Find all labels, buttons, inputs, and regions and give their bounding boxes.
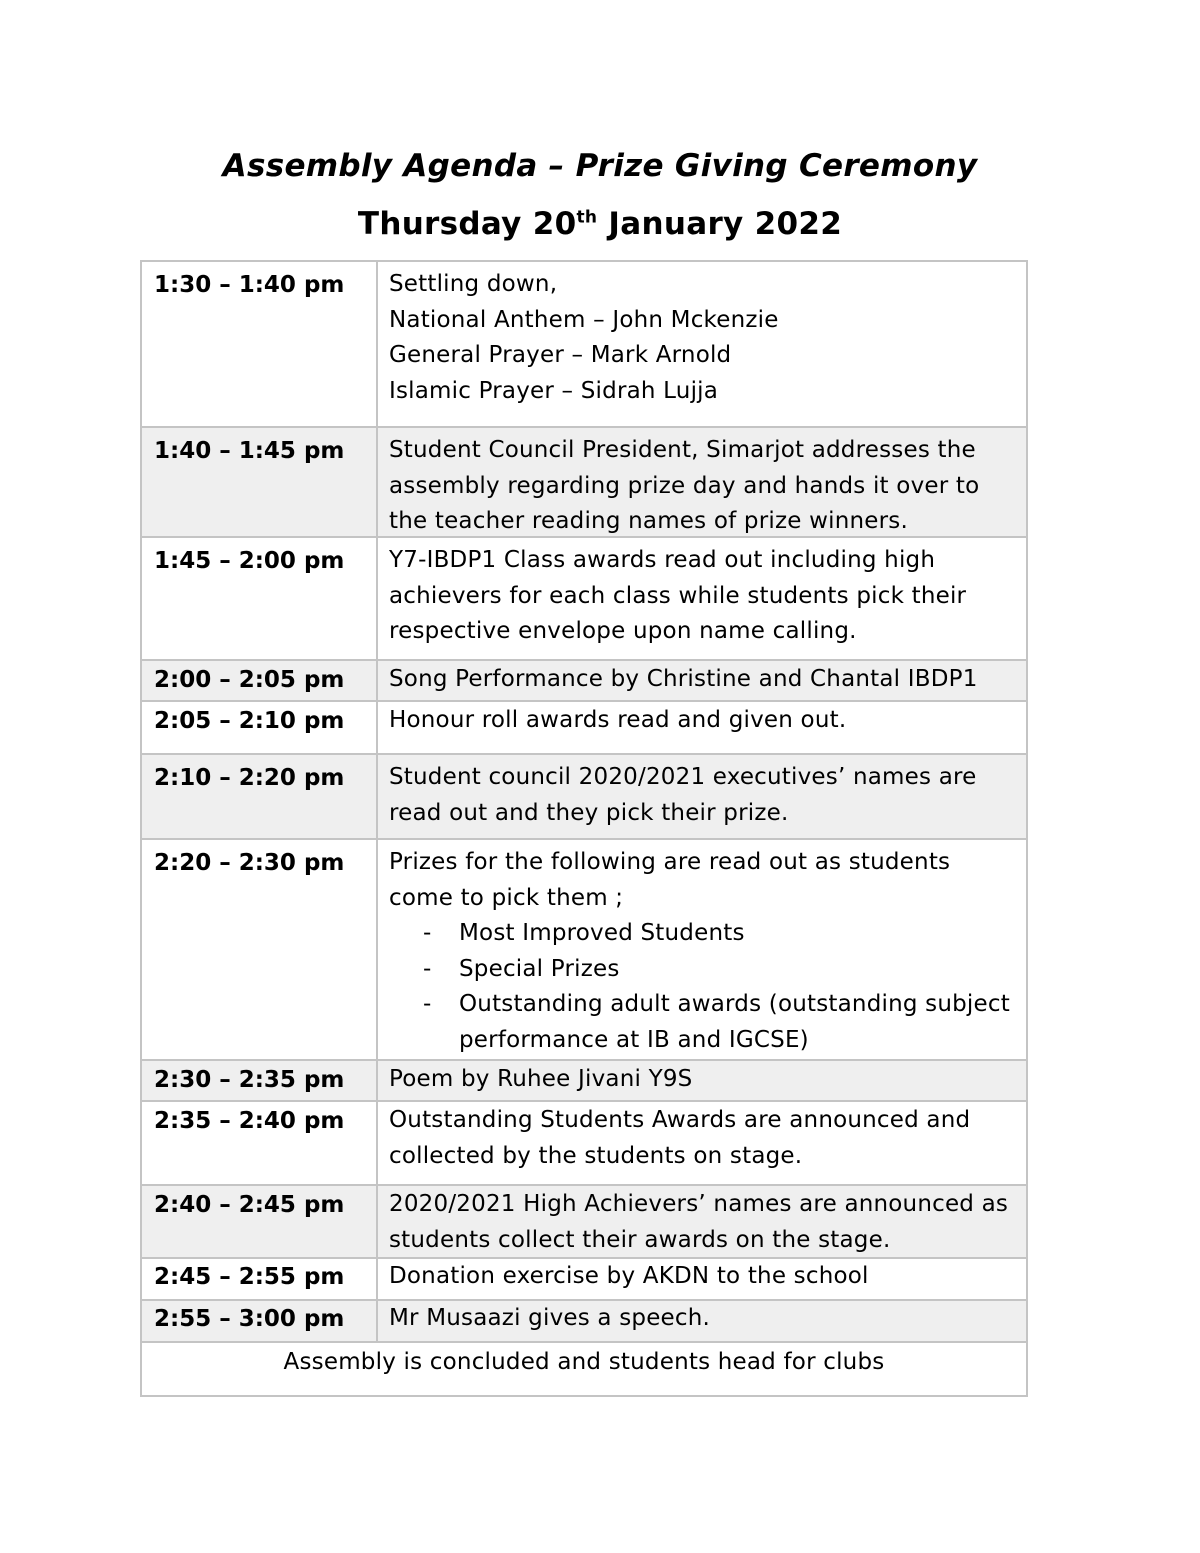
description-line: General Prayer – Mark Arnold (389, 342, 732, 368)
agenda-row (142, 1259, 1026, 1301)
description-cell (378, 1301, 1026, 1341)
time-cell: 1:30 – 1:40 pm (142, 262, 378, 426)
description-cell (378, 1186, 1026, 1257)
time-cell: 2:00 – 2:05 pm (142, 661, 378, 700)
time-cell: 1:45 – 2:00 pm (142, 538, 378, 659)
description-line: Song Performance by Christine and Chantal IBDP1 (389, 666, 978, 692)
description-cell (378, 661, 1026, 700)
time-cell: 2:55 – 3:00 pm (142, 1301, 378, 1341)
agenda-row (142, 1061, 1026, 1102)
agenda-row (142, 840, 1026, 1061)
time-cell: 1:40 – 1:45 pm (142, 428, 378, 536)
prize-list (389, 916, 1016, 1058)
description-line: Donation exercise by AKDN to the school (389, 1263, 869, 1289)
description-line: Student council 2020/2021 executives’ names are (389, 764, 977, 790)
agenda-table (140, 260, 1028, 1397)
description-line: students collect their awards on the stage. (389, 1226, 891, 1253)
agenda-row (142, 262, 1026, 428)
description-line: 2020/2021 High Achievers’ names are announced as (389, 1191, 1009, 1217)
description-line: the teacher reading names of prize winners. (389, 508, 908, 534)
time-cell: 2:40 – 2:45 pm (142, 1186, 378, 1257)
description-line: read out and they pick their prize. (389, 799, 789, 826)
agenda-row (142, 1301, 1026, 1343)
description-cell (378, 428, 1026, 536)
agenda-row (142, 538, 1026, 661)
description-line: assembly regarding prize day and hands it over to (389, 472, 980, 499)
description-cell (378, 755, 1026, 838)
description-line: Settling down, (389, 271, 558, 297)
date-suffix: January 2022 (597, 206, 843, 242)
description-cell (378, 1061, 1026, 1100)
description-line: come to pick them ; (389, 884, 624, 911)
agenda-row (142, 1186, 1026, 1259)
description-line: collected by the students on stage. (389, 1142, 803, 1169)
description-cell (378, 840, 1026, 1059)
description-line: Mr Musaazi gives a speech. (389, 1305, 711, 1331)
description-line: National Anthem – John Mckenzie (389, 306, 779, 333)
description-cell (378, 1259, 1026, 1299)
agenda-row (142, 661, 1026, 702)
time-cell: 2:35 – 2:40 pm (142, 1102, 378, 1184)
agenda-footer: Assembly is concluded and students head for clubs (283, 1349, 885, 1375)
description-cell (378, 1102, 1026, 1184)
time-cell: 2:45 – 2:55 pm (142, 1259, 378, 1299)
list-item-line: performance at IB and IGCSE) (459, 1026, 809, 1053)
description-line: Islamic Prayer – Sidrah Lujja (389, 377, 719, 404)
description-line: Student Council President, Simarjot addresses the (389, 437, 976, 463)
agenda-row (142, 1102, 1026, 1186)
list-item-line: - Outstanding adult awards (outstanding subject (459, 991, 1010, 1017)
agenda-row (142, 702, 1026, 755)
description-line: Poem by Ruhee Jivani Y9S (389, 1066, 693, 1092)
time-cell: 2:05 – 2:10 pm (142, 702, 378, 753)
time-cell: 2:10 – 2:20 pm (142, 755, 378, 838)
agenda-row (142, 428, 1026, 538)
description-cell (378, 702, 1026, 753)
page-date (0, 200, 1200, 248)
description-line: Prizes for the following are read out as students (389, 849, 951, 875)
description-line: respective envelope upon name calling. (389, 618, 857, 644)
time-cell: 2:30 – 2:35 pm (142, 1061, 378, 1100)
description-line: Y7-IBDP1 Class awards read out including high (389, 547, 936, 573)
list-item (423, 987, 1016, 1058)
list-item: - Most Improved Students (423, 916, 1016, 952)
date-prefix: Thursday 20 (357, 206, 577, 242)
description-line: Honour roll awards read and given out. (389, 707, 847, 733)
description-cell (378, 262, 1026, 426)
list-item: - Special Prizes (423, 952, 1016, 988)
description-line: achievers for each class while students pick their (389, 582, 967, 609)
time-cell: 2:20 – 2:30 pm (142, 840, 378, 1059)
agenda-row (142, 755, 1026, 840)
description-line: Outstanding Students Awards are announced and (389, 1107, 971, 1133)
page-title: Assembly Agenda – Prize Giving Ceremony (222, 148, 978, 184)
description-cell (378, 538, 1026, 659)
date-ordinal: th (576, 207, 598, 228)
